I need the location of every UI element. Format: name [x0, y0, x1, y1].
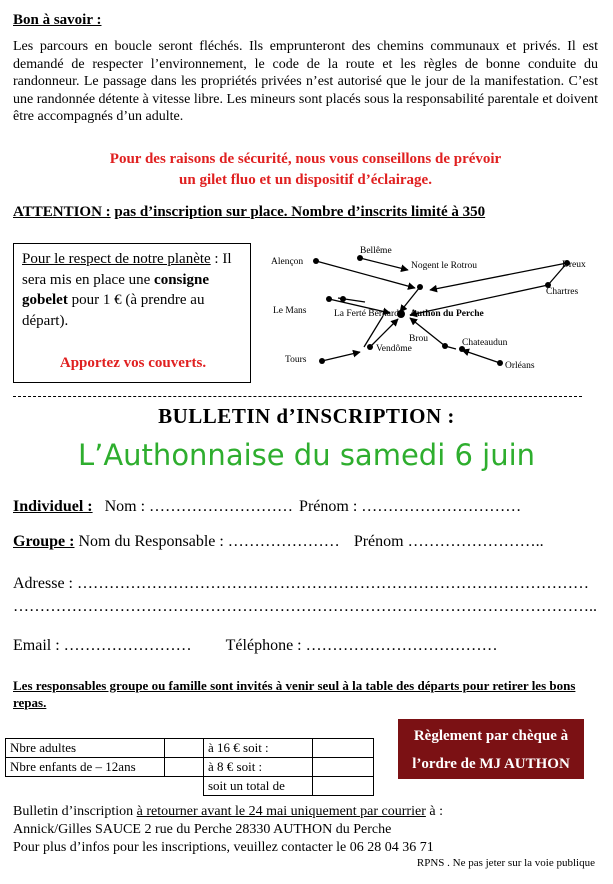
return-deadline: à retourner avant le 24 mai uniquement par courrier — [136, 804, 426, 819]
fee-total-cell[interactable] — [313, 739, 374, 758]
safety-warning — [13, 149, 598, 191]
prenom-responsable-field[interactable]: Prénom …………………….. — [353, 533, 544, 550]
safety-warning-line2: un gilet fluo et un dispositif d’éclairage. — [179, 172, 432, 188]
bulletin-title: BULLETIN d’INSCRIPTION : — [158, 404, 455, 428]
fee-price: à 16 € soit : — [204, 739, 313, 758]
event-title: L’Authonnaise du samedi 6 juin — [77, 438, 536, 472]
rpns-notice: RPNS . Ne pas jeter sur la voie publique — [416, 857, 595, 869]
empty-cell — [165, 777, 204, 796]
eco-text — [22, 249, 244, 331]
grand-total-cell[interactable] — [313, 777, 374, 796]
city-nogent-label: Nogent le Rotrou — [411, 261, 477, 271]
contact-row — [13, 637, 498, 655]
groupe-label: Groupe : — [13, 533, 75, 550]
groupe-row — [13, 533, 544, 551]
eco-text1: : Il sera mis en place une — [22, 251, 232, 288]
cut-line — [13, 396, 582, 397]
city-alencon: Alençon — [271, 257, 304, 267]
city-chateaudun: Chateaudun — [462, 338, 508, 348]
city-brou: Brou — [409, 334, 428, 344]
attention-label: ATTENTION : — [13, 204, 111, 220]
return-prefix: Bulletin d’inscription — [13, 804, 137, 819]
city-dreux: Dreux — [562, 260, 586, 270]
city-tours: Tours — [285, 355, 307, 365]
city-orleans: Orléans — [505, 361, 535, 371]
attention-text: pas d’inscription sur place. Nombre d’inscrits limité à 350 — [114, 204, 486, 220]
payment-box — [398, 719, 584, 779]
total-label: soit un total de — [204, 777, 313, 796]
individuel-label: Individuel : — [13, 498, 93, 515]
contact-info: Pour plus d’infos pour les inscriptions, veuillez contacter le 06 28 04 36 71 — [13, 840, 434, 855]
adresse-field[interactable]: Adresse : …………………………………………………………………………………… — [13, 575, 589, 592]
fees-table — [5, 738, 374, 796]
individuel-row — [13, 498, 521, 516]
eco-lead: Pour le respect de notre planète — [22, 251, 211, 267]
nom-field[interactable]: Nom : ……………………… — [104, 498, 294, 515]
telephone-field[interactable]: Téléphone : ……………………………… — [225, 637, 498, 654]
city-vendome: Vendôme — [376, 344, 412, 354]
safety-warning-line1: Pour des raisons de sécurité, nous vous conseillons de prévoir — [109, 151, 502, 167]
fee-qty-cell[interactable] — [165, 739, 204, 758]
table-row — [6, 739, 374, 758]
info-paragraph: Les parcours en boucle seront fléchés. Ils emprunteront des chemins communaux et privés. Il est demandé de respecter l’environnement, le code de la route et les règles de bonne conduite du randonneur. Le passage dans les propriétés privées n’est autorisé que le jour de la manifestation. C’est une randonnée détente à vitesse libre. Les mineurs sont placés sous la responsabilité parentale et doivent être accompagnés d’un adulte. — [13, 39, 598, 124]
fee-label: Nbre enfants de – 12ans — [6, 758, 165, 777]
city-chartres: Chartres — [546, 287, 579, 297]
attention-line — [13, 204, 485, 221]
city-la-ferte: La Ferté Bernard — [334, 309, 399, 319]
city-le-mans: Le Mans — [273, 306, 307, 316]
empty-cell — [6, 777, 165, 796]
adresse-field-line2[interactable]: ……………………………………………………………………………………………….. — [13, 598, 597, 615]
email-field[interactable]: Email : …………………… — [13, 637, 192, 654]
eco-red-notice: Apportez vos couverts. — [59, 355, 207, 371]
return-suffix: à : — [425, 804, 443, 819]
section-title-bon-a-savoir: Bon à savoir : — [13, 12, 102, 28]
city-nogent — [411, 261, 477, 271]
fee-label: Nbre adultes — [6, 739, 165, 758]
responsables-note: Les responsables groupe ou famille sont invités à venir seul à la table des départs pour retirer les bons repas. — [13, 678, 576, 710]
payment-line1: Règlement par chèque à — [413, 728, 569, 744]
table-row — [6, 777, 374, 796]
responsable-field[interactable]: Nom du Responsable : ………………… — [78, 533, 340, 550]
route-map — [266, 244, 596, 374]
fee-total-cell[interactable] — [313, 758, 374, 777]
eco-text2: pour 1 € (à prendre au départ). — [22, 292, 205, 329]
city-authon: Authon du Perche — [410, 309, 484, 319]
payment-line2: l’ordre de MJ AUTHON — [412, 756, 570, 772]
table-row — [6, 758, 374, 777]
fee-qty-cell[interactable] — [165, 758, 204, 777]
return-address: Annick/Gilles SAUCE 2 rue du Perche 28330 AUTHON du Perche — [13, 822, 392, 837]
prenom-field[interactable]: Prénom : ………………………… — [299, 498, 522, 515]
city-belleme: Bellême — [360, 246, 392, 256]
eco-bold: consigne gobelet — [22, 271, 210, 308]
return-instructions — [13, 803, 443, 821]
fee-price: à 8 € soit : — [204, 758, 313, 777]
